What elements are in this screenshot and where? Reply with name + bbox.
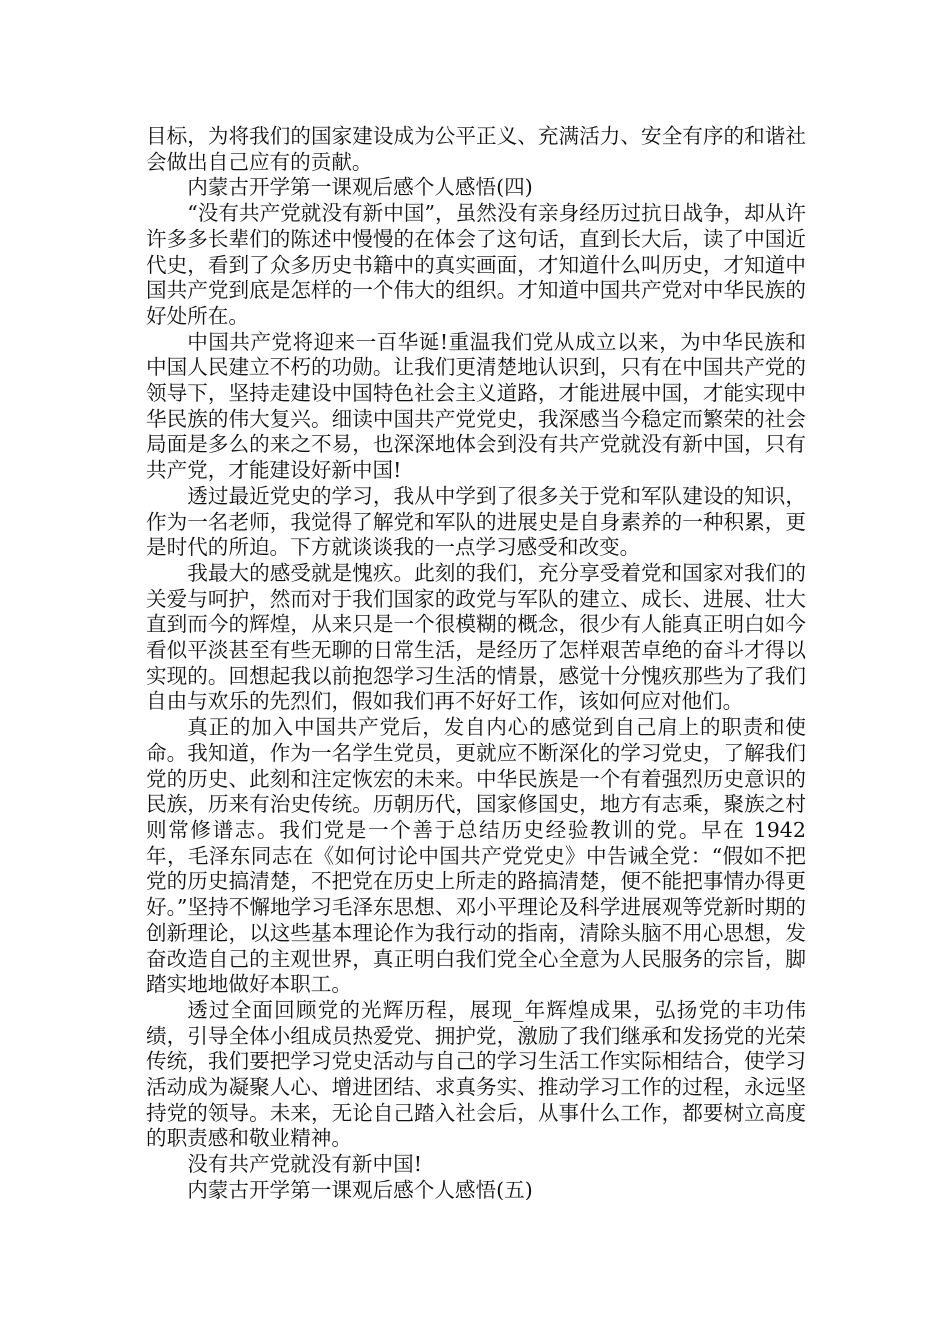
paragraph: 中国共产党将迎来一百华诞!重温我们党从成立以来，为中华民族和中国人民建立不朽的功勋。让我们更清楚地认识到，只有在中国共产党的领导下，坚持走建设中国特色社会主义道路，才能进展中国，才能实现中华民族的伟大复兴。细读中国共产党党史，我深感当今稳定而繁荣的社会局面是多么的来之不易，也深深地体会到没有共产党就没有新中国，只有共产党，才能建设好新中国!: [146, 329, 806, 483]
closing-line: 没有共产党就没有新中国!: [187, 1152, 422, 1177]
paragraph: 透过最近党史的学习，我从中学到了很多关于党和军队建设的知识，作为一名老师，我觉得了解党和军队的进展史是自身素养的一种积累，更是时代的所迫。下方就谈谈我的一点学习感受和改变。: [146, 483, 806, 560]
paragraph: 透过全面回顾党的光辉历程，展现_年辉煌成果，弘扬党的丰功伟绩，引导全体小组成员热爱党、拥护党，激励了我们继承和发扬党的光荣传统，我们要把学习党史活动与自己的学习生活工作实际相结合，使学习活动成为凝聚人心、增进团结、求真务实、推动学习工作的过程，永远坚持党的领导。未来，无论自己踏入社会后，从事什么工作，都要树立高度的职责感和敬业精神。: [146, 997, 806, 1151]
paragraph: 真正的加入中国共产党后，发自内心的感觉到自己肩上的职责和使命。我知道，作为一名学生党员，更就应不断深化的学习党史，了解我们党的历史、此刻和注定恢宏的未来。中华民族是一个有着强烈历史意识的民族，历来有治史传统。历朝历代，国家修国史，地方有志乘，聚族之村则常修谱志。我们党是一个善于总结历史经验教训的党。早在 1942 年，毛泽东同志在《如何讨论中国共产党党史》中告诫全党：“假如不把党的历史搞清楚，不把党在历史上所走的路搞清楚，便不能把事情办得更好。”坚持不懈地学习毛泽东思想、邓小平理论及科学进展观等党新时期的创新理论，以这些基本理论作为我行动的指南，清除头脑不用心思想，发奋改造自己的主观世界，真正明白我们党全心全意为人民服务的宗旨，脚踏实地地做好本职工。: [146, 715, 806, 997]
paragraph-continuation: 目标，为将我们的国家建设成为公平正义、充满活力、安全有序的和谐社会做出自己应有的贡献。: [146, 124, 806, 174]
paragraph: 我最大的感受就是愧疚。此刻的我们，充分享受着党和国家对我们的关爱与呵护，然而对于我们国家的政党与军队的建立、成长、进展、壮大直到而今的辉煌，从来只是一个很模糊的概念，很少有人能真正明白如今看似平淡甚至有些无聊的日常生活，是经历了怎样艰苦卓绝的奋斗才得以实现的。回想起我以前抱怨学习生活的情景，感觉十分愧疚那些为了我们自由与欢乐的先烈们，假如我们再不好好工作，该如何应对他们。: [146, 560, 806, 714]
paragraph: “没有共产党就没有新中国”，虽然没有亲身经历过抗日战争，却从许许多多长辈们的陈述中慢慢的在体会了这句话，直到长大后，读了中国近代史，看到了众多历史书籍中的真实画面，才知道什么叫历史，才知道中国共产党到底是怎样的一个伟大的组织。才知道中国共产党对中华民族的好处所在。: [146, 201, 806, 328]
document-body: [146, 124, 806, 1204]
section-heading-5: 内蒙古开学第一课观后感个人感悟(五): [187, 1177, 533, 1202]
section-heading-4: 内蒙古开学第一课观后感个人感悟(四): [187, 175, 533, 200]
